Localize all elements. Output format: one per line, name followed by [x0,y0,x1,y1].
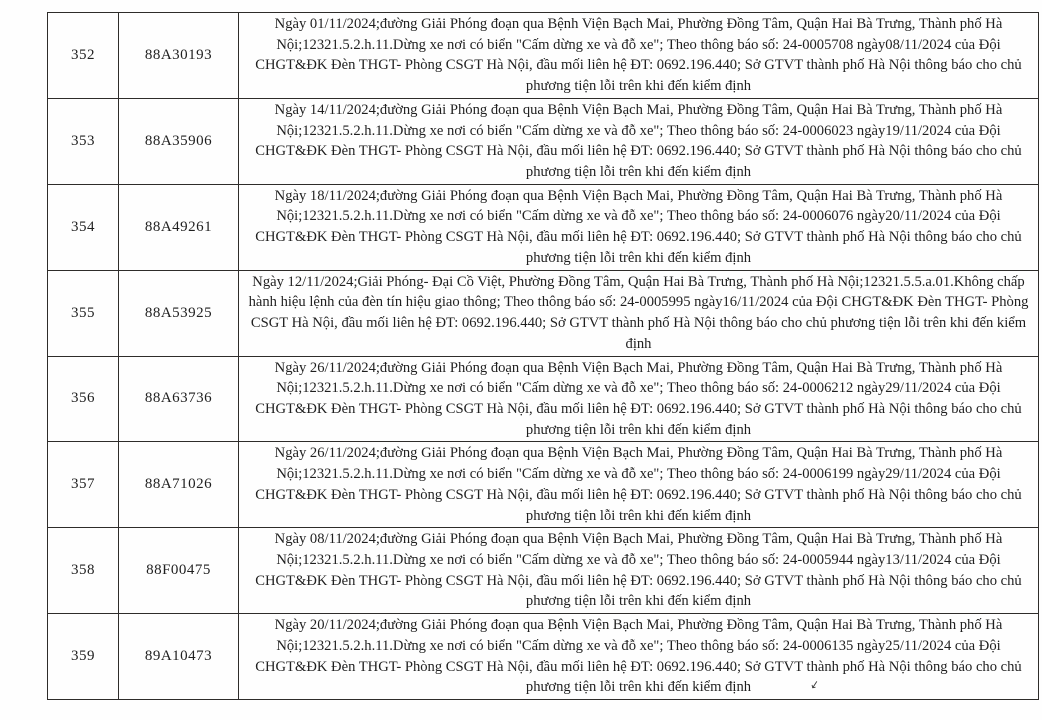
table-row [48,270,1039,356]
violation-description-cell: Ngày 26/11/2024;đường Giải Phóng đoạn qua Bệnh Viện Bạch Mai, Phường Đồng Tâm, Quận Hai Bà Trưng, Thành phố Hà Nội;12321.5.2.h.11.Dừng xe nơi có biển "Cấm dừng xe và đỗ xe"; Theo thông báo số: 24-0006199 ngày29/11/2024 của Đội CHGT&ĐK Đèn THGT- Phòng CSGT Hà Nội, đầu mối liên hệ ĐT: 0692.196.440; Sở GTVT thành phố Hà Nội thông báo cho chủ phương tiện lỗi trên khi đến kiểm định [239,442,1039,528]
table-row [48,98,1039,184]
license-plate-cell: 89A10473 [119,614,239,700]
violation-description-cell: Ngày 14/11/2024;đường Giải Phóng đoạn qua Bệnh Viện Bạch Mai, Phường Đồng Tâm, Quận Hai Bà Trưng, Thành phố Hà Nội;12321.5.2.h.11.Dừng xe nơi có biển "Cấm dừng xe và đỗ xe"; Theo thông báo số: 24-0006023 ngày19/11/2024 của Đội CHGT&ĐK Đèn THGT- Phòng CSGT Hà Nội, đầu mối liên hệ ĐT: 0692.196.440; Sở GTVT thành phố Hà Nội thông báo cho chủ phương tiện lỗi trên khi đến kiểm định [239,98,1039,184]
row-number-cell: 358 [48,528,119,614]
license-plate-cell: 88A63736 [119,356,239,442]
row-number-cell: 353 [48,98,119,184]
row-number-cell: 356 [48,356,119,442]
violation-description-cell: Ngày 12/11/2024;Giải Phóng- Đại Cồ Việt, Phường Đồng Tâm, Quận Hai Bà Trưng, Thành phố Hà Nội;12321.5.5.a.01.Không chấp hành hiệu lệnh của đèn tín hiệu giao thông; Theo thông báo số: 24-0005995 ngày16/11/2024 của Đội CHGT&ĐK Đèn THGT- Phòng CSGT Hà Nội, đầu mối liên hệ ĐT: 0692.196.440; Sở GTVT thành phố Hà Nội thông báo cho chủ phương tiện lỗi trên khi đến kiểm định [239,270,1039,356]
license-plate-cell: 88A30193 [119,13,239,99]
violation-table-body [48,13,1039,700]
row-number-cell: 359 [48,614,119,700]
violation-description-cell: Ngày 01/11/2024;đường Giải Phóng đoạn qua Bệnh Viện Bạch Mai, Phường Đồng Tâm, Quận Hai Bà Trưng, Thành phố Hà Nội;12321.5.2.h.11.Dừng xe nơi có biển "Cấm dừng xe và đỗ xe"; Theo thông báo số: 24-0005708 ngày08/11/2024 của Đội CHGT&ĐK Đèn THGT- Phòng CSGT Hà Nội, đầu mối liên hệ ĐT: 0692.196.440; Sở GTVT thành phố Hà Nội thông báo cho chủ phương tiện lỗi trên khi đến kiểm định [239,13,1039,99]
violation-description-cell: Ngày 18/11/2024;đường Giải Phóng đoạn qua Bệnh Viện Bạch Mai, Phường Đồng Tâm, Quận Hai Bà Trưng, Thành phố Hà Nội;12321.5.2.h.11.Dừng xe nơi có biển "Cấm dừng xe và đỗ xe"; Theo thông báo số: 24-0006076 ngày20/11/2024 của Đội CHGT&ĐK Đèn THGT- Phòng CSGT Hà Nội, đầu mối liên hệ ĐT: 0692.196.440; Sở GTVT thành phố Hà Nội thông báo cho chủ phương tiện lỗi trên khi đến kiểm định [239,184,1039,270]
license-plate-cell: 88F00475 [119,528,239,614]
table-row [48,614,1039,700]
table-row [48,13,1039,99]
violation-table [47,12,1039,700]
table-row [48,356,1039,442]
license-plate-cell: 88A53925 [119,270,239,356]
table-row [48,528,1039,614]
license-plate-cell: 88A35906 [119,98,239,184]
violation-description-cell: Ngày 20/11/2024;đường Giải Phóng đoạn qua Bệnh Viện Bạch Mai, Phường Đồng Tâm, Quận Hai Bà Trưng, Thành phố Hà Nội;12321.5.2.h.11.Dừng xe nơi có biển "Cấm dừng xe và đỗ xe"; Theo thông báo số: 24-0006135 ngày25/11/2024 của Đội CHGT&ĐK Đèn THGT- Phòng CSGT Hà Nội, đầu mối liên hệ ĐT: 0692.196.440; Sở GTVT thành phố Hà Nội thông báo cho chủ phương tiện lỗi trên khi đến kiểm định [239,614,1039,700]
violation-description-cell: Ngày 08/11/2024;đường Giải Phóng đoạn qua Bệnh Viện Bạch Mai, Phường Đồng Tâm, Quận Hai Bà Trưng, Thành phố Hà Nội;12321.5.2.h.11.Dừng xe nơi có biển "Cấm dừng xe và đỗ xe"; Theo thông báo số: 24-0005944 ngày13/11/2024 của Đội CHGT&ĐK Đèn THGT- Phòng CSGT Hà Nội, đầu mối liên hệ ĐT: 0692.196.440; Sở GTVT thành phố Hà Nội thông báo cho chủ phương tiện lỗi trên khi đến kiểm định [239,528,1039,614]
row-number-cell: 355 [48,270,119,356]
row-number-cell: 357 [48,442,119,528]
license-plate-cell: 88A49261 [119,184,239,270]
row-number-cell: 354 [48,184,119,270]
row-number-cell: 352 [48,13,119,99]
license-plate-cell: 88A71026 [119,442,239,528]
table-row [48,184,1039,270]
cursor-icon: ↙ [808,677,821,692]
table-row [48,442,1039,528]
violation-description-cell: Ngày 26/11/2024;đường Giải Phóng đoạn qua Bệnh Viện Bạch Mai, Phường Đồng Tâm, Quận Hai Bà Trưng, Thành phố Hà Nội;12321.5.2.h.11.Dừng xe nơi có biển "Cấm dừng xe và đỗ xe"; Theo thông báo số: 24-0006212 ngày29/11/2024 của Đội CHGT&ĐK Đèn THGT- Phòng CSGT Hà Nội, đầu mối liên hệ ĐT: 0692.196.440; Sở GTVT thành phố Hà Nội thông báo cho chủ phương tiện lỗi trên khi đến kiểm định [239,356,1039,442]
